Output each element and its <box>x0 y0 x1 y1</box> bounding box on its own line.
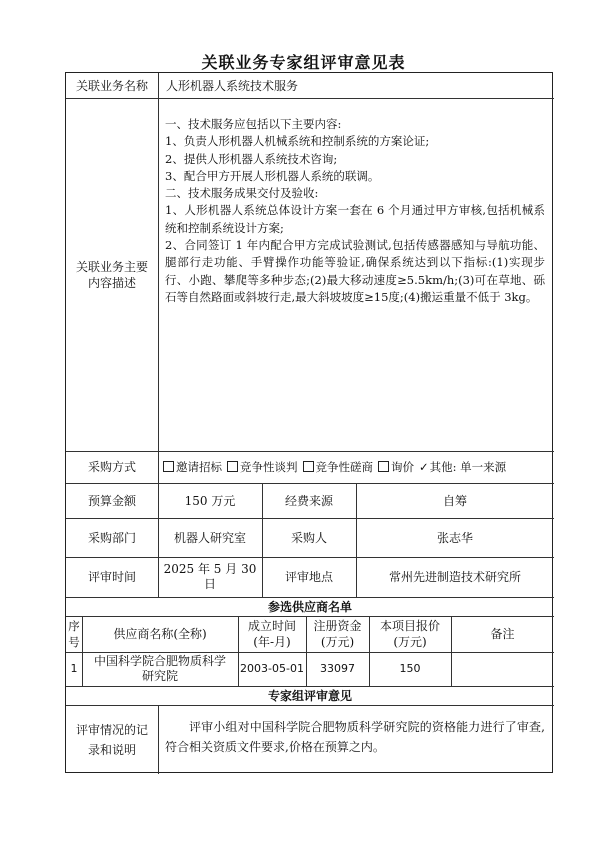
option-competitive-negotiation[interactable]: 竞争性谈判 <box>227 459 298 475</box>
header-quote: 本项目报价(万元) <box>379 619 440 649</box>
checkbox-icon <box>163 461 174 472</box>
review-location-value: 常州先进制造技术研究所 <box>388 570 521 584</box>
procurement-method-label: 采购方式 <box>87 460 136 474</box>
purchaser-label: 采购人 <box>290 530 327 545</box>
business-name-value: 人形机器人系统技术服务 <box>166 78 299 93</box>
document-title: 关联业务专家组评审意见表 <box>201 53 406 72</box>
option-inquiry[interactable]: 询价 <box>378 459 414 475</box>
content-line: 2、提供人形机器人系统技术咨询; <box>165 151 338 166</box>
business-name-label: 关联业务名称 <box>75 78 148 93</box>
procurement-method-options <box>163 451 553 483</box>
header-registered-capital: 注册资金(万元) <box>313 619 362 649</box>
funding-value: 自筹 <box>442 493 467 508</box>
review-time-value: 2025 年 5 月 30 日 <box>163 562 257 591</box>
business-content-text <box>165 116 545 306</box>
content-line: 一、技术服务应包括以下主要内容: <box>165 117 342 131</box>
content-line: 3、配合甲方开展人形机器人系统的联调。 <box>165 168 380 183</box>
expert-opinion-label: 评审情况的记录和说明 <box>75 722 148 757</box>
header-remarks: 备注 <box>490 627 515 641</box>
checkbox-icon <box>303 461 314 472</box>
option-competitive-consultation[interactable]: 竞争性磋商 <box>303 459 374 475</box>
header-founded: 成立时间(年-月) <box>247 619 296 649</box>
budget-value: 150 万元 <box>184 493 236 508</box>
content-line: 二、技术服务成果交付及验收: <box>165 186 319 201</box>
review-location-label: 评审地点 <box>284 570 333 584</box>
business-content-label: 关联业务主要内容描述 <box>75 259 148 290</box>
review-form-table <box>65 72 553 773</box>
checkbox-icon <box>378 461 389 472</box>
review-time-label: 评审时间 <box>87 570 136 584</box>
row-index: 1 <box>70 662 78 675</box>
checkbox-icon <box>227 461 238 472</box>
budget-label: 预算金额 <box>87 493 136 508</box>
expert-section-title: 专家组评审意见 <box>267 688 352 703</box>
purchaser-value: 张志华 <box>436 530 473 545</box>
expert-opinion-text: 评审小组对中国科学院合肥物质科学研究院的资格能力进行了审查,符合相关资质文件要求,价格在预算之内。 <box>165 720 545 754</box>
content-line: 1、人形机器人系统总体设计方案一套在 6 个月通过甲方审核,包括机械系统和控制系统设计方案; <box>165 203 545 235</box>
header-supplier-name: 供应商名称(全称) <box>113 627 207 641</box>
checkmark-icon: ✓ <box>419 460 429 474</box>
option-other[interactable]: ✓其他: 单一来源 <box>419 460 507 474</box>
header-index: 序号 <box>68 619 80 649</box>
department-value: 机器人研究室 <box>173 530 246 545</box>
supplier-section-title: 参选供应商名单 <box>267 599 352 614</box>
department-label: 采购部门 <box>87 530 136 545</box>
content-line: 2、合同签订 1 年内配合甲方完成试验测试,包括传感器感知与导航功能、腿部行走功能、手臂操作功能等验证,确保系统达到以下指标:(1)实现步行、小跑、攀爬等多种步态;(2)最大移动速度≥5.5km/h;(3)可在草地、砾石等自然路面或斜坡行走,最大斜坡坡度≥15度;(4)搬运重量不低于 3kg。 <box>165 238 545 304</box>
content-line: 1、负责人形机器人机械系统和控制系统的方案论证; <box>165 134 430 149</box>
row-supplier-name: 中国科学院合肥物质科学研究院 <box>94 654 227 683</box>
row-registered-capital: 33097 <box>320 662 355 675</box>
funding-label: 经费来源 <box>284 493 333 508</box>
row-remarks <box>451 652 554 686</box>
row-founded: 2003-05-01 <box>240 662 304 675</box>
row-quote: 150 <box>399 662 421 675</box>
option-invitation-tender[interactable]: 邀请招标 <box>163 459 222 475</box>
